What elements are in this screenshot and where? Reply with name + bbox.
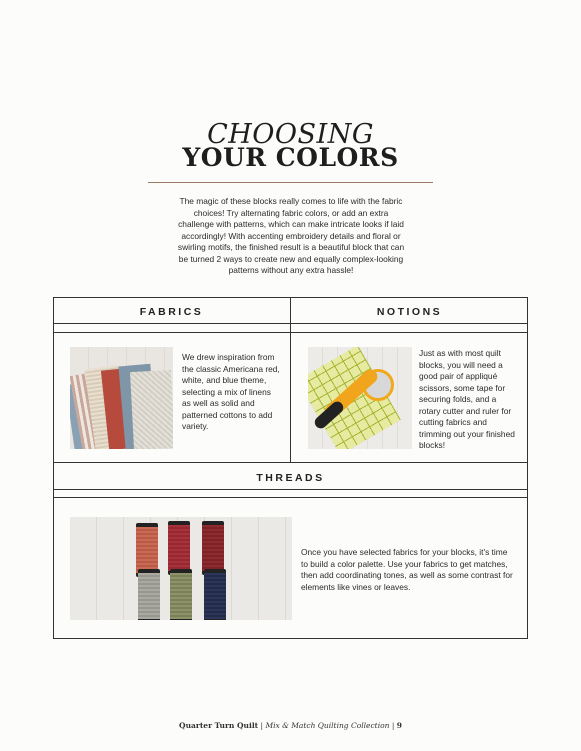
fabrics-heading: FABRICS xyxy=(139,306,204,318)
threads-text: Once you have selected fabrics for your blocks, it's time to build a color palette. Use your fabrics to get matches, then add coordinating tones, as well as some contrast for elements like vines or leaves. xyxy=(301,547,513,592)
notions-text: Just as with most quilt blocks, you will need a good pair of appliqué scissors, some tape for securing folds, and a rotary cutter and ruler for cutting fabrics and trimming out your finished blocks! xyxy=(419,348,515,450)
grid-divider xyxy=(290,297,291,463)
fabrics-text: We drew inspiration from the classic Americana red, white, and blue theme, selecting a mix of linens as well as solid and patterned cottons to add variety. xyxy=(182,352,280,431)
grid-line xyxy=(53,489,528,490)
intro-paragraph: The magic of these blocks really comes to life with the fabric choices! Try alternating fabric colors, or add an extra challenge with patterns, which can make intricate looks if laid accordingly! With accenting embroidery details and floral or swirling motifs, the finished result is a beautiful block that can be turned 2 ways to create new and equally complex-looking patterns without any extra hassle! xyxy=(177,196,405,275)
footer-separator: | xyxy=(391,721,397,730)
threads-photo xyxy=(70,517,292,620)
page-number: 9 xyxy=(396,721,402,730)
footer-separator: | xyxy=(260,721,266,730)
grid-line xyxy=(53,497,528,498)
notions-photo xyxy=(308,347,412,449)
title-line-2: YOUR COLORS xyxy=(182,143,399,172)
title-divider xyxy=(148,182,433,183)
page-footer xyxy=(0,721,581,730)
threads-heading: THREADS xyxy=(256,472,325,484)
fabrics-photo xyxy=(70,347,173,449)
title-line-1: CHOOSING xyxy=(207,119,374,150)
footer-brand: Quarter Turn Quilt xyxy=(179,721,259,730)
notions-heading: NOTIONS xyxy=(376,306,443,318)
footer-collection: Mix & Match Quilting Collection xyxy=(265,721,390,730)
